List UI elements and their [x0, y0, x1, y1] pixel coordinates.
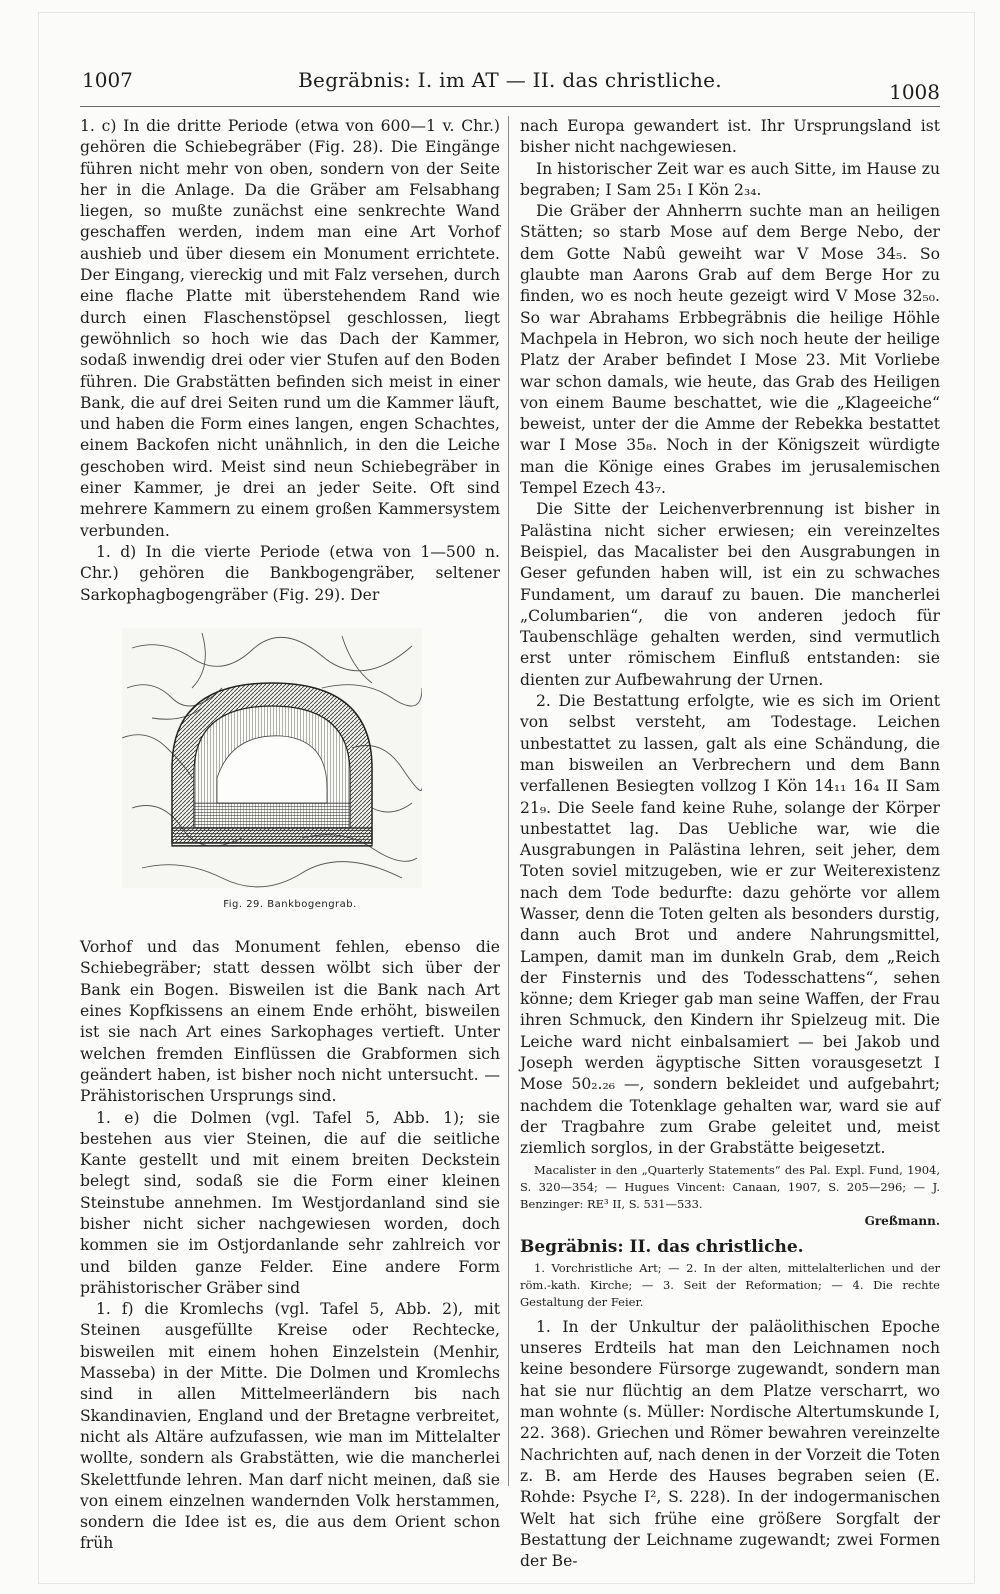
paragraph: Die Sitte der Leichenverbrennung ist bisher in Palästina nicht sicher erwiesen; ein vereinzeltes Beispiel, das Macalister bei den Ausgrabungen in Geser gefunden haben will, ist ein zu schwaches Fundament, um darauf zu bauen. Die mancherlei „Columbarien“, die von anderen jedoch für Taubenschläge gehalten werden, sind vermutlich erst unter römischem Einfluß entstanden: sie dienten zur Aufbewahrung der Urnen. — [520, 500, 940, 689]
page-number-right: 1008 — [889, 80, 940, 104]
paragraph: 1. c) In die dritte Periode (etwa von 600—1 v. Chr.) gehören die Schiebegräber (Fig. 28). Die Eingänge führen nicht mehr von oben, sondern von der Seite her in die Anlage. Da die Gräber am Felsabhang liegen, so mußte zunächst eine senkrechte Wand geschaffen werden, indem man eine Art Vorhof aushieb und über diesem ein Monument errichtete. Der Eingang, viereckig und mit Falz versehen, durch eine flache Platte mit überstehendem Rand wie durch einen Flaschenstöpsel geschlossen, liegt gewöhnlich so hoch wie das Dach der Kammer, sodaß inwendig drei oder vier Stufen auf den Boden führen. Die Grabstätten befinden sich meist in einer Bank, die auf drei Seiten rund um die Kammer läuft, und haben die Form eines langen, engen Schachtes, einem Backofen nicht unähnlich, in den die Leiche geschoben wird. Meist sind neun Schiebegräber in einer Kammer, je drei an jeder Seite. Oft sind mehrere Kammern zu einem großen Kammersystem verbunden. — [80, 117, 500, 540]
author-signature: Greßmann. — [864, 1213, 940, 1228]
section-heading: Begräbnis: II. das christliche. — [520, 1236, 804, 1257]
paragraph: In historischer Zeit war es auch Sitte, im Hause zu begraben; I Sam 25₁ I Kön 2₃₄. — [520, 159, 940, 199]
tomb-illustration — [122, 628, 422, 888]
header-rule — [80, 106, 940, 107]
paragraph: 1. d) In die vierte Periode (etwa von 1—500 n. Chr.) gehören die Bankbogengräber, seltener Sarkophagbogengräber (Fig. 29). Der — [80, 542, 500, 604]
paragraph: nach Europa gewandert ist. Ihr Ursprungsland ist bisher nicht nachgewiesen. — [520, 117, 940, 157]
paragraph: 1. In der Unkultur der paläolithischen Epoche unseres Erdteils hat man den Leichnamen noch keine besondere Fürsorge zugewandt, sondern man hat sie nur flüchtig an dem Platze verscharrt, wo man wohnte (s. Müller: Nordische Altertumskunde I, 22. 368). Griechen und Römer bewahren vereinzelte Nachrichten auf, nach denen in der Vorzeit die Toten z. B. am Herde des Hauses begraben seien (E. Rohde: Psyche I², S. 228). In der indogermanischen Welt hat sich frühe eine größere Sorgfalt der Bestattung der Leichname zugewandt; zwei Formen der Be- — [520, 1317, 940, 1571]
paragraph: 2. Die Bestattung erfolgte, wie es sich im Orient von selbst versteht, am Todestage. Leichen unbestattet zu lassen, galt als eine Schändung, die man bisweilen an Verbrechern und dem Bann verfallenen Besiegten vollzog I Kön 14₁₁ 16₄ II Sam 21₉. Die Seele fand keine Ruhe, solange der Körper unbestattet lag. Das Uebliche war, wie die Ausgrabungen in Palästina lehren, seit jeher, dem Toten soviel mitzugeben, wie er zur Weiterexistenz nach dem Tode bedurfte: dazu gehörte vor allem Wasser, denn die Toten gelten als besonders durstig, dann auch Brot und andere Nahrungsmittel, Lampen, damit man im dunkeln Grab, dem „Reich der Finsternis und des Todesschattens“, sehen könne; dem Krieger gab man seine Waffen, der Frau ihren Schmuck, den Kindern ihr Spielzeug mit. Die Leiche ward nicht einbalsamiert — bei Jakob und Joseph werden ägyptische Sitten vorausgesetzt I Mose 50₂.₂₆ —, sondern bekleidet und aufgebahrt; nachdem die Totenklage gehalten war, ward sie auf der Tragbahre zum Grabe geleitet und, meist ziemlich sorglos, in der Grabstätte beigesetzt. — [520, 692, 940, 1158]
column-divider — [508, 116, 509, 1486]
figure-caption: Fig. 29. Bankbogengrab. — [223, 898, 357, 910]
paragraph: 1. e) die Dolmen (vgl. Tafel 5, Abb. 1); sie bestehen aus vier Steinen, die auf die seitliche Kante gestellt und mit einem breiten Deckstein belegt sind, sodaß sie die Form einer kleinen Steinstube annehmen. Im Westjordanland sind sie bisher nicht sicher nachgewiesen worden, doch kommen sie im Ostjordanlande sehr zahlreich vor und bilden ganze Felder. Eine andere Form prähistorischer Gräber sind — [80, 1108, 500, 1297]
figure-bankbogengrab — [122, 628, 422, 888]
section-toc: 1. Vorchristliche Art; — 2. In der alten, mittelalterlichen und der röm.-kath. Kirche; — 3. Seit der Reformation; — 4. Die rechte Gestaltung der Feier. — [520, 1260, 940, 1309]
running-title: Begräbnis: I. im AT — II. das christliche. — [298, 68, 722, 92]
left-column — [80, 116, 500, 1555]
paragraph: 1. f) die Kromlechs (vgl. Tafel 5, Abb. 2), mit Steinen ausgefüllte Kreise oder Rechtecke, bisweilen mit einem hohen Einzelstein (Menhir, Masseba) in der Mitte. Die Dolmen und Kromlechs sind in allen Mittelmeerländern bis nach Skandinavien, England und der Bretagne verbreitet, nicht als Altäre aufzufassen, wie man im Mittelalter wollte, sondern als Grabstätten, wie die mancherlei Skelettfunde lehren. Man darf nicht meinen, daß sie von einem einzelnen wandernden Volk herstammen, sondern die Idee ist es, die aus dem Orient schon früh — [80, 1300, 500, 1553]
bibliography: Macalister in den „Quarterly Statements“ des Pal. Expl. Fund, 1904, S. 320—354; — Hugues Vincent: Canaan, 1907, S. 205—296; — J. Benzinger: RE³ II, S. 531—533. — [520, 1162, 940, 1211]
paragraph: Die Gräber der Ahnherrn suchte man an heiligen Stätten; so starb Mose auf dem Berge Nebo, der dem Gotte Nabû geweiht war V Mose 34₅. So glaubte man Aarons Grab auf dem Berge Hor zu finden, wo es noch heute gezeigt wird V Mose 32₅₀. So war Abrahams Erbbegräbnis die heilige Höhle Machpela in Hebron, wo sich noch heute der heilige Platz der Araber befindet I Mose 23. Mit Vorliebe war schon damals, wie heute, das Grab des Heiligen von einem Baume beschattet, wie die „Klageeiche“ beweist, unter der die Amme der Rebekka bestattet war I Mose 35₈. Noch in der Königszeit würdigte man die Könige eines Grabes im jerusalemischen Tempel Ezech 43₇. — [520, 202, 940, 498]
page-header — [80, 62, 940, 102]
page-number-left: 1007 — [82, 68, 133, 92]
paragraph: Vorhof und das Monument fehlen, ebenso die Schiebegräber; statt dessen wölbt sich über der Bank ein Bogen. Bisweilen ist die Bank nach Art eines Kopfkissens an einem Ende erhöht, bisweilen ist sie nach Art eines Sarkophages vertieft. Unter welchen fremden Einflüssen die Grabformen sich geändert haben, ist bisher noch nicht untersucht. — Prähistorischen Ursprungs sind. — [80, 938, 500, 1106]
right-column — [520, 116, 940, 1572]
